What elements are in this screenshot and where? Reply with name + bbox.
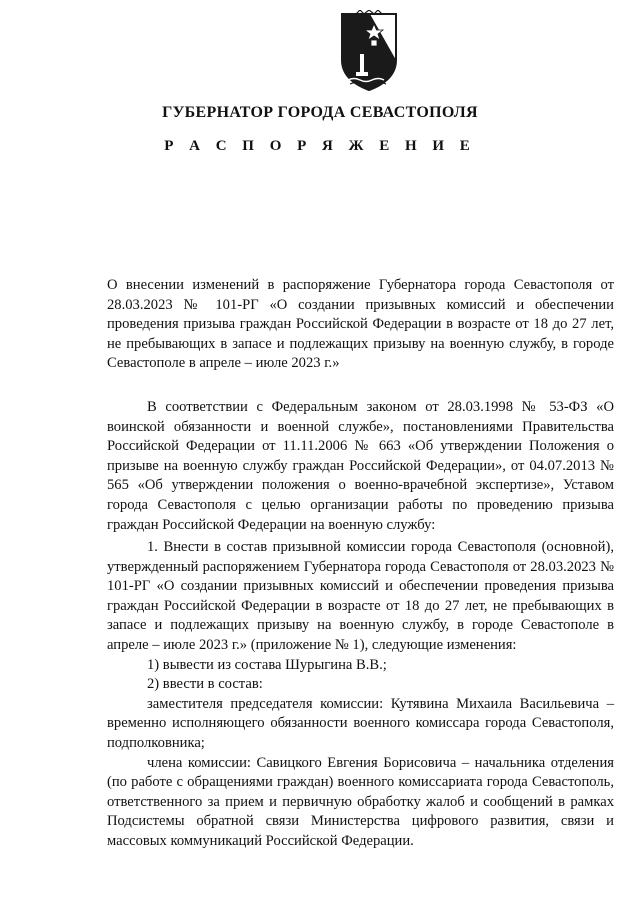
document-title: О внесении изменений в распоряжение Губернатора города Севастополя от 28.03.2023 № 101-РГ «О создании призывных комиссий и обеспечении проведения призыва граждан Российской Федерации в возрасте от 18 до 27 лет, не пребывающих в запасе и подлежащих призыву на военную службу, в городе Севастополе в апреле – июле 2023 г.» bbox=[107, 277, 614, 372]
subitem-2: 2) ввести в состав: bbox=[147, 676, 263, 693]
sevastopol-coat-of-arms-icon bbox=[336, 10, 402, 94]
subitem-1: 1) вывести из состава Шурыгина В.В.; bbox=[147, 656, 387, 673]
order-body bbox=[107, 538, 614, 852]
deputy-chair-entry: заместителя председателя комиссии: Кутявина Михаила Васильевича – временно исполняющего обязанности военного комиссара города Севастополя, подполковника; bbox=[107, 695, 614, 751]
issuing-authority: ГУБЕРНАТОР ГОРОДА СЕВАСТОПОЛЯ bbox=[162, 104, 478, 121]
member-entry: члена комиссии: Савицкого Евгения Борисовича – начальника отделения (по работе с обращениями граждан) военного комиссариата города Севастополь, ответственного за прием и первичную обработку жалоб и сообщений в рамках Подсистемы обратной связи Министерства цифрового развития, связи и массовых коммуникаций Российской Федерации. bbox=[107, 754, 614, 849]
document-type: Р А С П О Р Я Ж Е Н И Е bbox=[164, 138, 476, 154]
item-1-paragraph: 1. Внести в состав призывной комиссии города Севастополя (основной), утвержденный распоряжением Губернатора города Севастополя от 28.03.2023 № 101-РГ «О создании призывных комиссий и обеспечении проведения призыва граждан Российской Федерации в возрасте от 18 до 27 лет, не пребывающих в запасе и подлежащих призыву на военную службу, в городе Севастополе в апреле – июле 2023 г.» (приложение № 1), следующие изменения: bbox=[107, 539, 614, 653]
preamble-paragraph: В соответствии с Федеральным законом от 28.03.1998 № 53-ФЗ «О воинской обязанности и военной службе», постановлениями Правительства Российской Федерации от 11.11.2006 № 663 «Об утверждении Положения о призыве на военную службу граждан Российской Федерации», от 04.07.2013 № 565 «Об утверждении положения о военно-врачебной экспертизе», Уставом города Севастополя с целью организации работы по проведению призыва граждан Российской Федерации на военную службу: bbox=[107, 399, 614, 533]
